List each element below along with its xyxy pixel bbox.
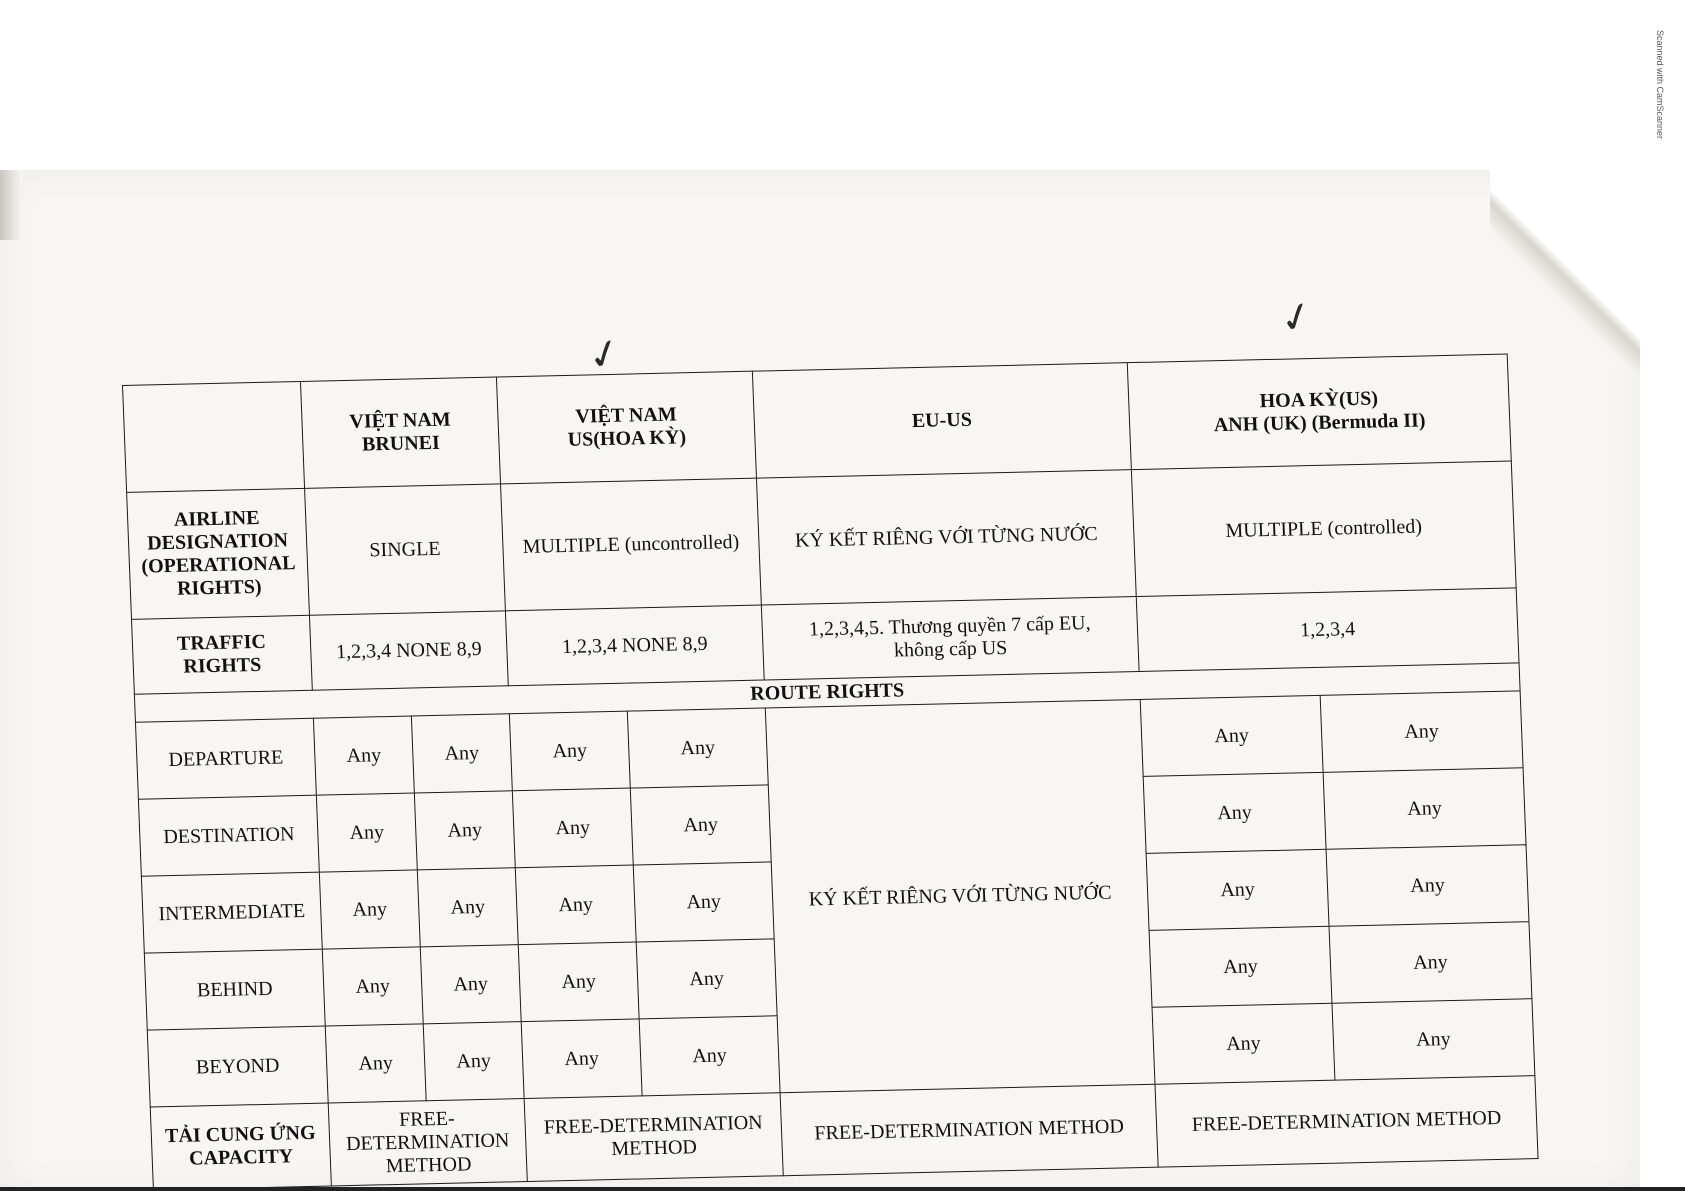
capacity-label: TẢI CUNG ỨNG CAPACITY	[150, 1103, 331, 1190]
route-label: BEHIND	[144, 949, 325, 1030]
traffic-rights-us-uk: 1,2,3,4	[1136, 588, 1519, 672]
route-cell: Any	[420, 945, 521, 1024]
route-cell: Any	[1332, 999, 1535, 1080]
route-cell: Any	[1329, 922, 1532, 1003]
corner-cell	[123, 381, 305, 492]
route-cell: Any	[1149, 926, 1332, 1007]
air-rights-comparison-table	[122, 354, 1539, 1191]
airline-designation-eu-us: KÝ KẾT RIÊNG VỚI TỪNG NƯỚC	[756, 470, 1136, 605]
route-cell: Any	[313, 716, 414, 795]
route-label: INTERMEDIATE	[141, 872, 322, 953]
traffic-rights-vn-us: 1,2,3,4 NONE 8,9	[505, 605, 764, 686]
route-cell: Any	[1320, 691, 1523, 772]
handwritten-check-mark: ✓	[581, 327, 628, 383]
route-cell: Any	[1146, 849, 1329, 930]
traffic-rights-vn-brunei: 1,2,3,4 NONE 8,9	[309, 611, 508, 690]
route-cell: Any	[1143, 772, 1326, 853]
route-label: BEYOND	[147, 1026, 328, 1107]
route-cell: Any	[1152, 1003, 1335, 1084]
capacity-vn-us: FREE-DETERMINATION METHOD	[524, 1093, 783, 1182]
route-cell: Any	[509, 711, 630, 791]
route-cell: Any	[636, 939, 777, 1019]
route-cell: Any	[319, 870, 420, 949]
route-cell: Any	[512, 788, 633, 868]
traffic-rights-label: TRAFFIC RIGHTS	[132, 615, 313, 694]
column-header-us-uk: HOA KỲ(US) ANH (UK) (Bermuda II)	[1127, 354, 1511, 470]
capacity-eu-us: FREE-DETERMINATION METHOD	[780, 1084, 1158, 1175]
route-cell: Any	[1140, 695, 1323, 776]
route-cell: Any	[639, 1016, 780, 1096]
paper-edge	[0, 170, 22, 240]
airline-designation-vn-us: MULTIPLE (uncontrolled)	[501, 478, 762, 611]
column-header-vn-brunei: VIỆT NAM BRUNEI	[300, 377, 500, 488]
route-cell: Any	[417, 868, 518, 947]
column-header-vn-us: VIỆT NAM US(HOA KỲ)	[496, 371, 756, 484]
route-cell: Any	[521, 1019, 642, 1099]
route-cell: Any	[627, 708, 768, 788]
route-label: DESTINATION	[138, 795, 319, 876]
capacity-vn-brunei: FREE- DETERMINATION METHOD	[328, 1099, 527, 1186]
column-header-eu-us: EU-US	[752, 363, 1131, 478]
traffic-rights-eu-us: 1,2,3,4,5. Thương quyền 7 cấp EU, không cấp US	[761, 597, 1139, 680]
handwritten-check-mark: ✓	[1273, 290, 1320, 346]
route-cell: Any	[515, 865, 636, 945]
route-cell: Any	[325, 1024, 426, 1103]
route-cell: Any	[411, 714, 512, 793]
route-cell: Any	[633, 862, 774, 942]
camscanner-watermark: Scanned with CamScanner	[1655, 30, 1665, 140]
route-cell: Any	[423, 1022, 524, 1101]
route-cell: Any	[322, 947, 423, 1026]
route-cell: Any	[630, 785, 771, 865]
route-cell: Any	[316, 793, 417, 872]
airline-designation-vn-brunei: SINGLE	[305, 484, 506, 615]
route-rights-title: ROUTE RIGHTS	[134, 663, 1520, 722]
route-cell: Any	[414, 791, 515, 870]
route-cell: Any	[1326, 845, 1529, 926]
airline-designation-label: AIRLINE DESIGNATION (OPERATIONAL RIGHTS)	[127, 488, 310, 619]
route-cell: Any	[1323, 768, 1526, 849]
capacity-us-uk: FREE-DETERMINATION METHOD	[1155, 1076, 1538, 1168]
airline-designation-us-uk: MULTIPLE (controlled)	[1131, 461, 1516, 597]
scan-bottom-edge	[0, 1187, 1685, 1191]
route-rights-eu-us: KÝ KẾT RIÊNG VỚI TỪNG NƯỚC	[765, 699, 1155, 1092]
paper-corner-fold	[1490, 170, 1640, 370]
route-label: DEPARTURE	[135, 718, 316, 799]
route-cell: Any	[518, 942, 639, 1022]
